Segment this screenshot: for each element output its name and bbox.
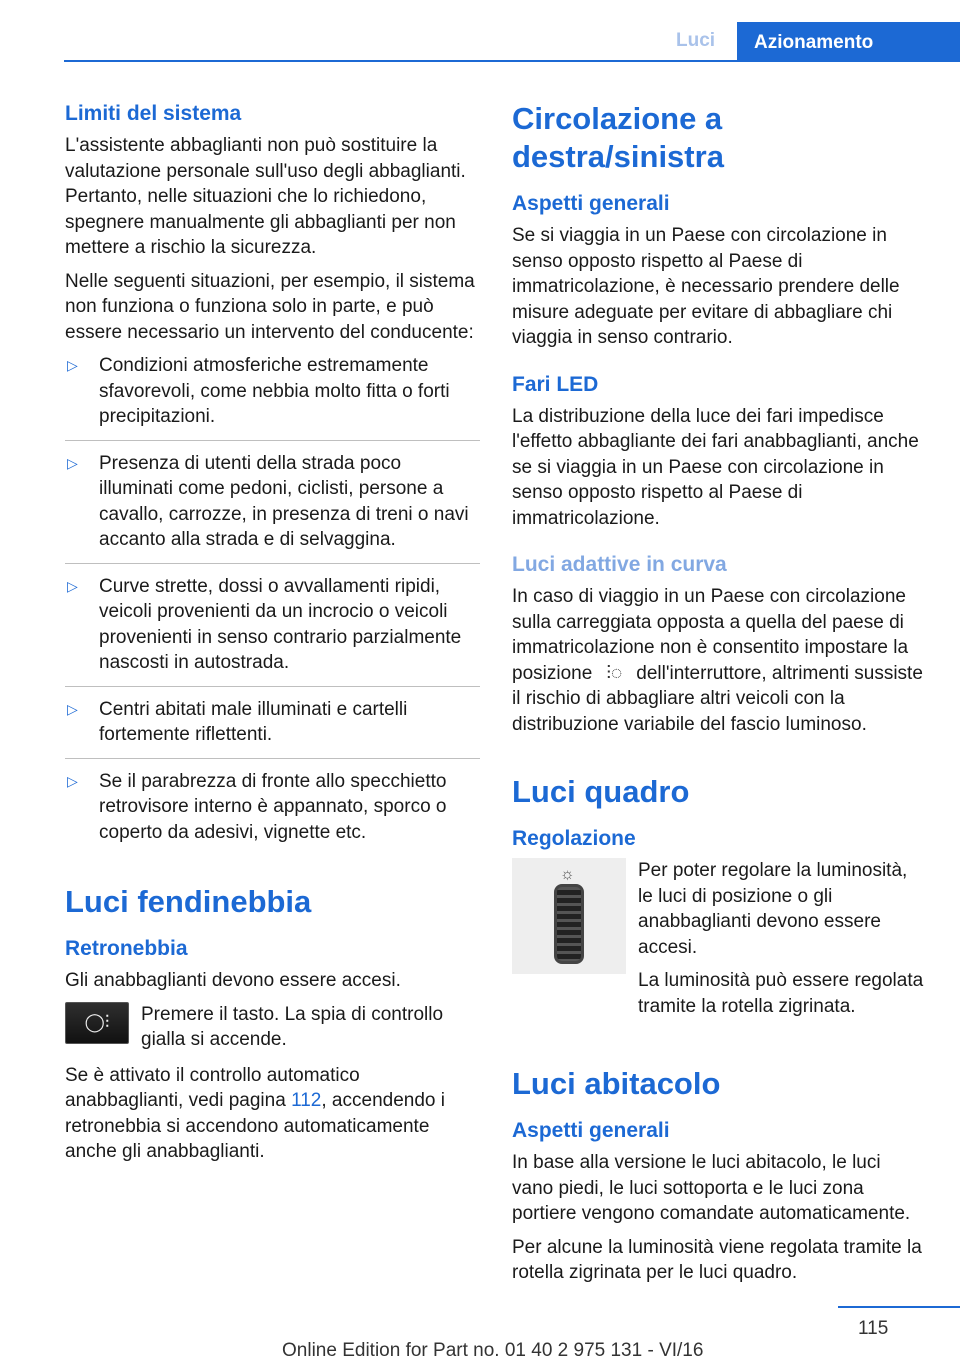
page-reference-link[interactable]: 112 (291, 1090, 322, 1111)
list-item: ▷ Centri abitati male illuminati e cartelli fortemente riflettenti. (65, 697, 480, 759)
cabin-paragraph-1: In base alla versione le luci abitacolo, le luci vano piedi, le luci sottoporta e le luci zona portiere vengono comandate automaticamente. (512, 1152, 911, 1224)
page-number: 115 (858, 1318, 889, 1339)
triangle-bullet-icon: ▷ (67, 357, 78, 373)
triangle-bullet-icon: ▷ (67, 577, 78, 594)
rear-fog-paragraph-2: Premere il tasto. La spia di controllo gialla si accende. (141, 1003, 444, 1050)
thumbwheel-image (512, 858, 626, 974)
rear-fog-title: Retronebbia (65, 937, 188, 960)
rear-fog-button-icon: ◯⫶ (65, 1002, 129, 1044)
edition-note: Online Edition for Part no. 01 40 2 975 131 - VI/16 (282, 1340, 704, 1361)
rear-fog-paragraph-1: Gli anabbaglianti devono essere accesi. (65, 970, 401, 991)
right-column (512, 100, 924, 1294)
footer-rule (838, 1306, 960, 1308)
header-chapter-tab: Azionamento (737, 22, 960, 62)
fog-lights-heading: Luci fendinebbia (65, 884, 312, 919)
list-item: ▷ Presenza di utenti della strada poco illuminati come pedoni, ciclisti, persone a cavallo, carrozze, in presenza di treni o navi accanto alla strada e di selvaggina. (65, 451, 480, 564)
cabin-general-title: Aspetti generali (512, 1119, 670, 1142)
triangle-bullet-icon: ▷ (67, 700, 78, 717)
adjust-title: Regolazione (512, 827, 636, 850)
limits-title: Limiti del sistema (65, 102, 242, 125)
general-title: Aspetti generali (512, 192, 670, 215)
adjust-paragraph-2: La luminosità può essere regolata tramite la rotella zigrinata. (638, 970, 924, 1017)
adaptive-title: Luci adattive in curva (512, 553, 727, 576)
thumbwheel-icon (554, 884, 584, 964)
general-paragraph: Se si viaggia in un Paese con circolazione in senso opposto rispetto al Paese di immatricolazione, è necessario prendere delle misure adeguate per evitare di abbagliare chi viaggia in senso contrario. (512, 225, 900, 348)
triangle-bullet-icon: ▷ (67, 454, 78, 471)
header-section: Luci (676, 30, 716, 51)
led-title: Fari LED (512, 372, 599, 396)
limits-paragraph-1: L'assistente abbaglianti non può sostituire la valutazione personale sull'uso degli abbaglianti. Pertanto, nelle situazioni che lo richiedono, spegnere manualmente gli abbaglianti per non mettere a rischio la sicurezza. (65, 135, 466, 258)
triangle-bullet-icon: ▷ (67, 772, 78, 789)
traffic-heading: Circolazione a destra/sinistra (512, 101, 724, 174)
rear-fog-paragraph-3: Se è attivato il controllo automatico anabbaglianti, vedi pagina 112, accendendo i retronebbia si accendono automaticamente anche gli anabbaglianti. (65, 1064, 445, 1162)
cabin-lights-heading: Luci abitacolo (512, 1066, 721, 1101)
left-column (65, 100, 480, 1173)
adjust-paragraph-1: Per poter regolare la luminosità, le luci di posizione o gli anabbaglianti devono essere accesi. (638, 860, 908, 958)
list-item: ▷ Curve strette, dossi o avvallamenti ripidi, veicoli provenienti da un incrocio o veicoli provenienti in senso contrario parzialmente nascosti in autostrada. (65, 574, 480, 687)
list-item: ▷ Se il parabrezza di fronte allo specchietto retrovisore interno è appannato, sporco o coperto da adesivi, vignette etc. (67, 770, 447, 843)
adaptive-light-switch-icon: ⫶◌ (606, 662, 623, 684)
adaptive-paragraph: In caso di viaggio in un Paese con circolazione sulla carreggiata opposta a quella del paese di immatricolazione non è consentito impostare la posizione ⫶◌ dell'interruttore, altrimenti sussiste il rischio di abbagliare altri veicoli con la distribuzione variabile del fascio luminoso. (512, 586, 923, 735)
dashboard-light-icon: ☼ (560, 866, 575, 883)
list-item: ▷ Condizioni atmosferiche estremamente sfavorevoli, come nebbia molto fitta o forti precipitazioni. (65, 353, 480, 441)
limits-list (65, 353, 480, 845)
led-paragraph: La distribuzione della luce dei fari impedisce l'effetto abbagliante dei fari anabbaglianti, anche se si viaggia in un Paese con circolazione in senso opposto rispetto al Paese di immatricolazione. (512, 405, 919, 529)
dashboard-lights-heading: Luci quadro (512, 774, 690, 809)
limits-paragraph-2: Nelle seguenti situazioni, per esempio, il sistema non funziona o funziona solo in parte, e può essere necessario un intervento del conducente: (65, 270, 475, 343)
cabin-paragraph-2: Per alcune la luminosità viene regolata tramite la rotella zigrinata per le luci quadro. (512, 1236, 922, 1283)
